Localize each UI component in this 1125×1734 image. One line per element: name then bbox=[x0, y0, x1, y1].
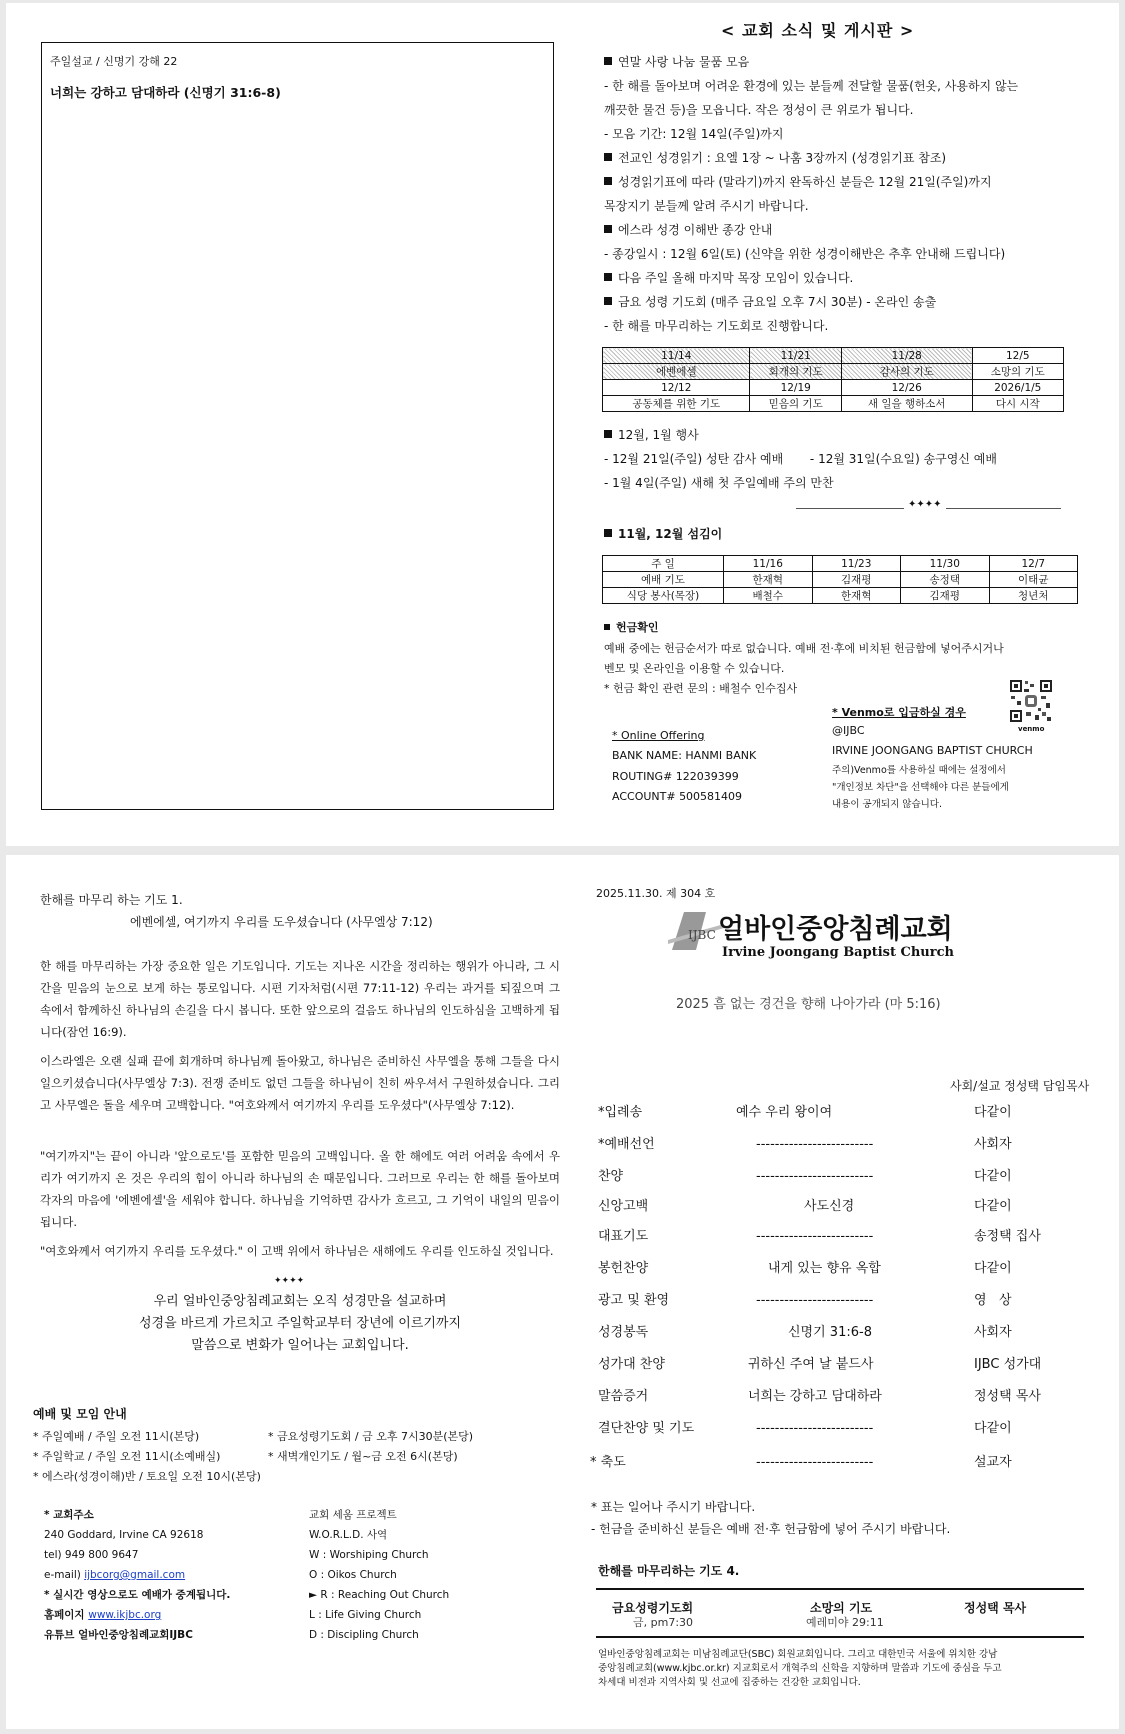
prayer4-col3: 정성택 목사 bbox=[964, 1601, 1027, 1615]
service-title: 11월, 12월 섬김이 bbox=[604, 525, 722, 544]
table-cell: 감사의 기도 bbox=[841, 364, 972, 380]
homepage-label: 홈페이지 bbox=[44, 1609, 89, 1621]
prayer-paragraph: "여기까지"는 끝이 아니라 '앞으로도'를 포함한 믿음의 고백입니다. 올 한 해에도 여러 어려움 속에서 우리가 여기까지 온 것은 우리의 힘이 아니라 하나님의 손 때문입니다. 그러므로 우리는 한 해를 돌아보며 각자의 마음에 '에벤에셀'을 세워야 합니다. 하나님을 기억하면 감사가 흐르고, 그 기억이 내일의 믿음이 됩니다. bbox=[40, 1149, 560, 1229]
venmo-handle: @IJBC bbox=[832, 724, 865, 737]
bank-name: BANK NAME: HANMI BANK bbox=[612, 749, 757, 762]
program-note: - 헌금을 준비하신 분들은 예배 전·후 헌금함에 넣어 주시기 바랍니다. bbox=[591, 1522, 951, 1536]
offering-line: 벤모 및 온라인을 이용할 수 있습니다. bbox=[604, 662, 785, 675]
bulletin-page-1 bbox=[6, 3, 1119, 846]
notice-line: 목장지기 분들께 알려 주시기 바랍니다. bbox=[604, 199, 809, 213]
table-cell: 회개의 기도 bbox=[750, 364, 841, 380]
meeting-item: * 금요성령기도회 / 금 오후 7시30분(본당) bbox=[268, 1430, 474, 1443]
prayer-subheading: 에벤에셀, 여기까지 우리를 도우셨습니다 (사무엘상 7:12) bbox=[130, 915, 433, 929]
officiant: 사회/설교 정성택 담임목사 bbox=[950, 1079, 1090, 1093]
table-cell: 11/14 bbox=[603, 348, 750, 364]
homepage-link[interactable]: www.ikjbc.org bbox=[88, 1609, 162, 1621]
homepage-row bbox=[44, 1605, 230, 1625]
qr-code-icon bbox=[1009, 679, 1053, 723]
year-theme: 2025 흠 없는 경건을 향해 나아가라 (마 5:16) bbox=[676, 997, 941, 1012]
venmo-note: 주의)Venmo를 사용하실 때에는 설정에서 bbox=[832, 765, 1006, 776]
mission-statement bbox=[40, 1291, 560, 1357]
logo-letters: IJBC bbox=[688, 928, 716, 942]
table-cell: 식당 봉사(목장) bbox=[603, 588, 724, 604]
table-cell: 에벤에셀 bbox=[603, 364, 750, 380]
program-row: *입례송 예수 우리 왕이여 다같이 bbox=[598, 1105, 1012, 1120]
venmo-note: 내용이 공개되지 않습니다. bbox=[832, 799, 943, 810]
program-row: *예배선언 ------------------------- 사회자 bbox=[598, 1137, 1012, 1152]
project-item: ► R : Reaching Out Church bbox=[309, 1589, 450, 1601]
table-cell: 11/28 bbox=[841, 348, 972, 364]
bulletin-page-2 bbox=[6, 855, 1119, 1729]
notice-line: 전교인 성경읽기 : 요엘 1장 ~ 나훔 3장까지 (성경읽기표 참조) bbox=[604, 146, 1018, 170]
venmo-church: IRVINE JOONGANG BAPTIST CHURCH bbox=[832, 744, 1033, 757]
table-cell: 12/5 bbox=[972, 348, 1063, 364]
table-cell: 예배 기도 bbox=[603, 572, 724, 588]
prayer-paragraph: 이스라엘은 오랜 실패 끝에 회개하며 하나님께 돌아왔고, 하나님은 준비하신 사무엘을 통해 그들을 다시 일으키셨습니다(사무엘상 7:3). 전쟁 준비도 없던 그들을 하나님이 친히 싸우셔서 구원하셨습니다. 그리고 사무엘은 돌을 세우며 고백합니다. "여호와께서 여기까지 우리를 도우셨다"(사무엘상 7:12). bbox=[40, 1054, 560, 1112]
board-title: < 교회 소식 및 게시판 > bbox=[721, 21, 915, 40]
venmo-title: * Venmo로 입금하실 경우 bbox=[832, 706, 966, 719]
world-project-block bbox=[309, 1505, 449, 1645]
meeting-item: * 에스라(성경이해)반 / 토요일 오전 10시(본당) bbox=[33, 1470, 261, 1483]
prayer4-col1-sub: 금, pm7:30 bbox=[633, 1616, 694, 1629]
mission-line: 우리 얼바인중앙침례교회는 오직 성경만을 설교하며 bbox=[153, 1294, 447, 1309]
servants-table bbox=[602, 555, 1078, 604]
venmo-qr-code[interactable] bbox=[1009, 679, 1053, 723]
program-row: * 축도 ------------------------- 설교자 bbox=[590, 1455, 1012, 1470]
live-stream-note: * 실시간 영상으로도 예배가 중계됩니다. bbox=[44, 1589, 231, 1601]
youtube-channel: 유튜브 얼바인중앙침례교회IJBC bbox=[44, 1629, 193, 1641]
bulletin-date: 2025.11.30. 제 304 호 bbox=[596, 887, 716, 900]
rule-line bbox=[596, 1636, 1084, 1638]
prayer-heading: 한해를 마무리 하는 기도 1. bbox=[40, 893, 183, 907]
venmo-caption: venmo bbox=[1018, 725, 1045, 733]
divider-ornament: ✦✦✦✦ bbox=[274, 1276, 305, 1286]
program-row: 결단찬양 및 기도 ------------------------- 다같이 bbox=[598, 1421, 1012, 1436]
table-cell: 12/19 bbox=[750, 380, 841, 396]
event-line: - 12월 21일(주일) 성탄 감사 예배 - 12월 31일(수요일) 송구영신 예배 bbox=[604, 452, 997, 466]
prayer-schedule-table bbox=[602, 347, 1064, 412]
table-cell: 11/23 bbox=[812, 556, 901, 572]
table-cell: 청년처 bbox=[989, 588, 1078, 604]
program-row: 말씀증거 너희는 강하고 담대하라 정성택 목사 bbox=[598, 1389, 1041, 1404]
table-cell: 한재혁 bbox=[812, 588, 901, 604]
notice-line: - 종강일시 : 12월 6일(토) (신약을 위한 성경이해반은 추후 안내해 드립니다) bbox=[604, 247, 1006, 261]
prayer4-col2: 소망의 기도 bbox=[810, 1601, 873, 1615]
meeting-item: * 주일예배 / 주일 오전 11시(본당) bbox=[33, 1430, 200, 1443]
sermon-notes-box bbox=[41, 42, 554, 810]
church-address-block bbox=[44, 1505, 230, 1645]
address-street: 240 Goddard, Irvine CA 92618 bbox=[44, 1529, 204, 1541]
program-row: 신앙고백 사도신경 다같이 bbox=[598, 1199, 1012, 1214]
prayer4-col2-sub: 예레미야 29:11 bbox=[806, 1616, 884, 1629]
mission-line: 성경을 바르게 가르치고 주일학교부터 장년에 이르기까지 bbox=[138, 1316, 462, 1331]
notice-line: - 한 해를 마무리하는 기도회로 진행합니다. bbox=[604, 319, 829, 333]
notice-line: 연말 사랑 나눔 물품 모음 bbox=[604, 50, 1018, 74]
project-item: O : Oikos Church bbox=[309, 1569, 397, 1581]
prayer-paragraph: "여호와께서 여기까지 우리를 도우셨다." 이 고백 위에서 하나님은 새해에도 우리를 인도하실 것입니다. bbox=[40, 1244, 554, 1258]
table-cell: 믿음의 기도 bbox=[750, 396, 841, 412]
notice-line: 금요 성령 기도회 (매주 금요일 오후 7시 30분) - 온라인 송출 bbox=[604, 290, 1018, 314]
notice-list bbox=[604, 50, 1018, 338]
program-row: 성경봉독 신명기 31:6-8 사회자 bbox=[598, 1325, 1012, 1340]
venmo-note: "개인정보 차단"을 선택해야 다른 분들에게 bbox=[832, 782, 1009, 793]
email-label: e-mail) bbox=[44, 1569, 85, 1581]
project-item: W : Worshiping Church bbox=[309, 1549, 429, 1561]
offering-title: 헌금확인 bbox=[604, 620, 659, 635]
table-cell: 12/26 bbox=[841, 380, 972, 396]
table-cell: 2026/1/5 bbox=[972, 380, 1063, 396]
table-cell: 김재평 bbox=[812, 572, 901, 588]
table-cell: 11/21 bbox=[750, 348, 841, 364]
email-link[interactable]: ijbcorg@gmail.com bbox=[84, 1569, 186, 1581]
event-line: - 1월 4일(주일) 새해 첫 주일예배 주의 만찬 bbox=[604, 476, 834, 490]
program-row: 대표기도 ------------------------- 송정택 집사 bbox=[598, 1229, 1041, 1244]
church-name-en: Irvine Joongang Baptist Church bbox=[722, 945, 954, 960]
divider-ornament: ✦✦✦✦ bbox=[904, 499, 946, 510]
routing-number: ROUTING# 122039399 bbox=[612, 770, 739, 783]
project-item: L : Life Giving Church bbox=[309, 1609, 422, 1621]
footer-line: 얼바인중앙침례교회는 미남침례교단(SBC) 회원교회입니다. 그리고 대한민국 서울에 위치한 강남 bbox=[598, 1649, 998, 1660]
online-offering-title: * Online Offering bbox=[612, 729, 705, 742]
program-row: 성가대 찬양 귀하신 주여 날 붙드사 IJBC 성가대 bbox=[598, 1357, 1042, 1372]
prayer4-col1: 금요성령기도회 bbox=[612, 1601, 694, 1615]
church-logo bbox=[666, 910, 726, 954]
mission-line: 말씀으로 변화가 일어나는 교회입니다. bbox=[191, 1338, 409, 1353]
table-cell: 공동체를 위한 기도 bbox=[603, 396, 750, 412]
table-cell: 주 일 bbox=[603, 556, 724, 572]
notice-line: - 모음 기간: 12월 14일(주일)까지 bbox=[604, 127, 784, 141]
footer-line: 차세대 비전과 지역사회 및 선교에 집중하는 건강한 교회입니다. bbox=[598, 1677, 861, 1688]
table-cell: 11/30 bbox=[901, 556, 990, 572]
meeting-item: * 주일학교 / 주일 오전 11시(소예배실) bbox=[33, 1450, 221, 1463]
notice-line: 깨끗한 물건 등)을 모읍니다. 작은 정성이 큰 위로가 됩니다. bbox=[604, 103, 914, 117]
table-cell: 소망의 기도 bbox=[972, 364, 1063, 380]
table-cell: 이태균 bbox=[989, 572, 1078, 588]
table-cell: 한재혁 bbox=[724, 572, 813, 588]
sermon-title: 너희는 강하고 담대하라 (신명기 31:6-8) bbox=[50, 85, 281, 100]
church-footer bbox=[598, 1648, 1002, 1690]
meetings-title: 예배 및 모임 안내 bbox=[33, 1407, 127, 1421]
project-title: 교회 세움 프로젝트 bbox=[309, 1509, 397, 1521]
project-item: D : Discipling Church bbox=[309, 1629, 419, 1641]
table-cell: 송정택 bbox=[901, 572, 990, 588]
address-title: * 교회주소 bbox=[44, 1509, 94, 1521]
address-tel: tel) 949 800 9647 bbox=[44, 1549, 139, 1561]
sermon-series: 주일설교 / 신명기 강해 22 bbox=[50, 55, 178, 68]
church-name-kr: 얼바인중앙침례교회 bbox=[718, 914, 953, 945]
prayer4-title: 한해를 마무리하는 기도 4. bbox=[598, 1564, 740, 1578]
rule-line bbox=[596, 1588, 1084, 1590]
notice-line: - 한 해를 돌아보며 어려운 환경에 있는 분들께 전달할 물품(헌옷, 사용하지 않는 bbox=[604, 79, 1019, 93]
offering-line: * 헌금 확인 관련 문의 : 배철수 인수집사 bbox=[604, 682, 798, 695]
table-cell: 12/7 bbox=[989, 556, 1078, 572]
program-note: * 표는 일어나 주시기 바랍니다. bbox=[591, 1500, 756, 1514]
table-cell: 배철수 bbox=[724, 588, 813, 604]
events-title: 12월, 1월 행사 bbox=[604, 426, 699, 445]
address-email-row bbox=[44, 1565, 230, 1585]
offering-line: 예배 중에는 헌금순서가 따로 없습니다. 예배 전·후에 비치된 헌금함에 넣어주시거나 bbox=[604, 642, 1004, 655]
table-cell: 김재평 bbox=[901, 588, 990, 604]
table-cell: 11/16 bbox=[724, 556, 813, 572]
prayer-paragraph: 한 해를 마무리하는 가장 중요한 일은 기도입니다. 기도는 지나온 시간을 정리하는 행위가 아니라, 그 시간을 믿음의 눈으로 보게 하는 통로입니다. 시편 기자처럼(시편 77:11-12) 우리는 과거를 되짚으며 그 속에서 함께하신 하나님의 손길을 다시 봅니다. 또한 앞으로의 걸음도 하나님의 인도하심을 고백하게 됩니다(잠언 16:9). bbox=[40, 959, 560, 1039]
table-cell: 새 일을 행하소서 bbox=[841, 396, 972, 412]
table-cell: 12/12 bbox=[603, 380, 750, 396]
project-name: W.O.R.L.D. 사역 bbox=[309, 1529, 388, 1541]
account-number: ACCOUNT# 500581409 bbox=[612, 790, 743, 803]
program-row: 찬양 ------------------------- 다같이 bbox=[598, 1169, 1012, 1184]
program-row: 광고 및 환영 ------------------------- 영 상 bbox=[598, 1293, 1012, 1308]
footer-line: 중앙침례교회(www.kjbc.or.kr) 지교회로서 개혁주의 신학을 지향하며 말씀과 기도에 중심을 두고 bbox=[598, 1663, 1002, 1674]
meeting-item: * 새벽개인기도 / 월~금 오전 6시(본당) bbox=[268, 1450, 458, 1463]
notice-line: 성경읽기표에 따라 (말라기)까지 완독하신 분들은 12월 21일(주일)까지 bbox=[604, 170, 1018, 194]
table-cell: 다시 시작 bbox=[972, 396, 1063, 412]
notice-line: 다음 주일 올해 마지막 목장 모임이 있습니다. bbox=[604, 266, 1018, 290]
notice-line: 에스라 성경 이해반 종강 안내 bbox=[604, 218, 1018, 242]
program-row: 봉헌찬양 내게 있는 향유 옥합 다같이 bbox=[598, 1261, 1012, 1276]
